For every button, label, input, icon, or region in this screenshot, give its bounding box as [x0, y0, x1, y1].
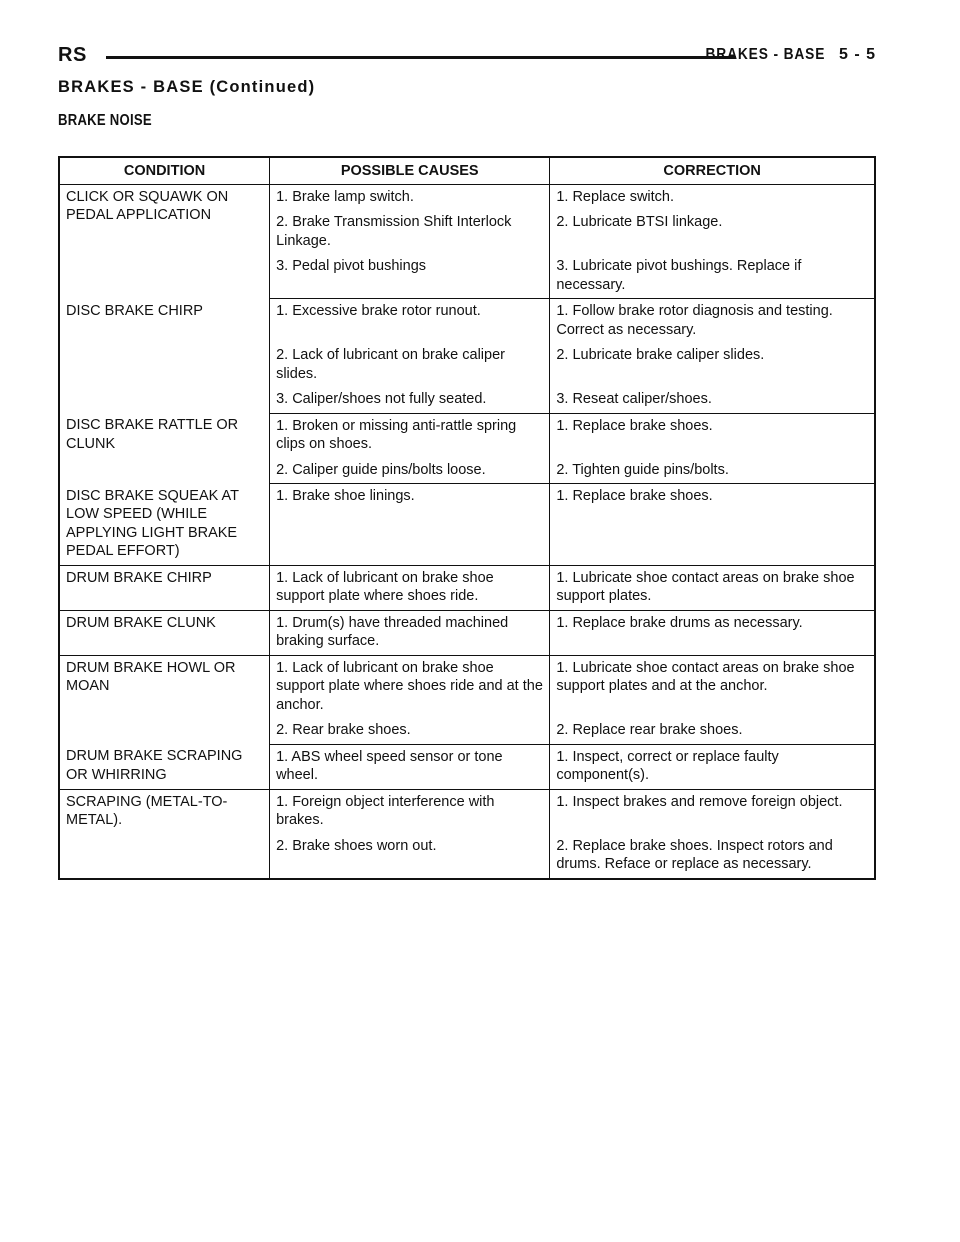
cause-cell: 1. Brake shoe linings. [270, 484, 550, 566]
continued-heading: BRAKES - BASE (Continued) [58, 78, 316, 96]
condition-cell: DRUM BRAKE CHIRP [59, 565, 270, 610]
brake-noise-table [58, 156, 876, 880]
table-row [59, 744, 875, 789]
cause-cell: 1. Brake lamp switch. [270, 184, 550, 206]
condition-cell: DRUM BRAKE SCRAPING OR WHIRRING [59, 744, 270, 789]
correction-cell: 2. Replace brake shoes. Inspect rotors and drums. Reface or replace as necessary. [550, 830, 875, 879]
correction-cell: 3. Lubricate pivot bushings. Replace if necessary. [550, 250, 875, 299]
condition-cell: DRUM BRAKE CLUNK [59, 610, 270, 655]
column-header-causes: POSSIBLE CAUSES [270, 157, 550, 184]
table-row [59, 184, 875, 206]
correction-cell: 2. Lubricate brake caliper slides. [556, 347, 765, 363]
header-model-code: RS [58, 44, 87, 66]
cause-cell: 1. Broken or missing anti-rattle spring clips on shoes. [270, 413, 550, 454]
cause-cell: 1. ABS wheel speed sensor or tone wheel. [270, 744, 550, 789]
cause-cell: 1. Lack of lubricant on brake shoe support plate where shoes ride. [270, 565, 550, 610]
column-header-correction: CORRECTION [550, 157, 875, 184]
correction-cell: 1. Inspect, correct or replace faulty component(s). [550, 744, 875, 789]
correction-cell: 2. Replace rear brake shoes. [550, 714, 875, 744]
cause-cell: 2. Brake Transmission Shift Interlock Linkage. [270, 206, 550, 250]
correction-cell: 1. Inspect brakes and remove foreign object. [556, 793, 843, 810]
condition-cell: DISC BRAKE SQUEAK AT LOW SPEED (WHILE APPLYING LIGHT BRAKE PEDAL EFFORT) [59, 484, 270, 566]
table-row [59, 789, 875, 830]
condition-cell: SCRAPING (METAL-TO-METAL). [59, 789, 270, 879]
correction-cell: 1. Replace brake shoes. [550, 484, 875, 566]
correction-cell: 3. Reseat caliper/shoes. [550, 383, 875, 413]
correction-cell: 2. Lubricate BTSI linkage. [556, 214, 723, 230]
condition-cell: DISC BRAKE RATTLE OR CLUNK [59, 413, 270, 484]
cause-cell: 2. Rear brake shoes. [270, 714, 550, 744]
header-page-number: 5 - 5 [838, 46, 876, 63]
cause-cell: 1. Excessive brake rotor runout. [270, 299, 550, 340]
cause-cell: 2. Lack of lubricant on brake caliper slides. [270, 339, 550, 383]
cause-cell: 3. Pedal pivot bushings [270, 250, 550, 299]
header-right [686, 46, 876, 64]
table-row [59, 655, 875, 714]
table-row [59, 484, 875, 566]
correction-cell: 1. Follow brake rotor diagnosis and testing. Correct as necessary. [556, 303, 833, 338]
cause-cell: 2. Caliper guide pins/bolts loose. [270, 454, 550, 484]
correction-cell: 1. Replace brake shoes. [556, 417, 713, 434]
page-header [58, 44, 876, 70]
cause-cell: 1. Lack of lubricant on brake shoe support plate where shoes ride and at the anchor. [270, 655, 550, 714]
cause-cell: 1. Foreign object interference with brakes. [270, 789, 550, 830]
header-rule [106, 56, 736, 59]
cause-cell: 2. Brake shoes worn out. [270, 830, 550, 879]
cause-cell: 3. Caliper/shoes not fully seated. [270, 383, 550, 413]
correction-cell: 1. Lubricate shoe contact areas on brake shoe support plates and at the anchor. [556, 659, 855, 694]
section-title: BRAKE NOISE [58, 112, 152, 129]
condition-cell: CLICK OR SQUAWK ON PEDAL APPLICATION [59, 184, 270, 299]
correction-cell: 2. Tighten guide pins/bolts. [550, 454, 875, 484]
header-section-name: BRAKES - BASE [705, 46, 825, 63]
column-header-condition: CONDITION [59, 157, 270, 184]
correction-cell: 1. Replace brake drums as necessary. [550, 610, 875, 655]
condition-cell: DISC BRAKE CHIRP [59, 299, 270, 414]
table-header-row [59, 157, 875, 184]
table-row [59, 413, 875, 454]
table-row [59, 610, 875, 655]
correction-cell: 1. Replace switch. [556, 188, 675, 205]
correction-cell: 1. Lubricate shoe contact areas on brake shoe support plates. [550, 565, 875, 610]
table-row [59, 565, 875, 610]
cause-cell: 1. Drum(s) have threaded machined braking surface. [270, 610, 550, 655]
table-row [59, 299, 875, 340]
condition-cell: DRUM BRAKE HOWL OR MOAN [59, 655, 270, 744]
